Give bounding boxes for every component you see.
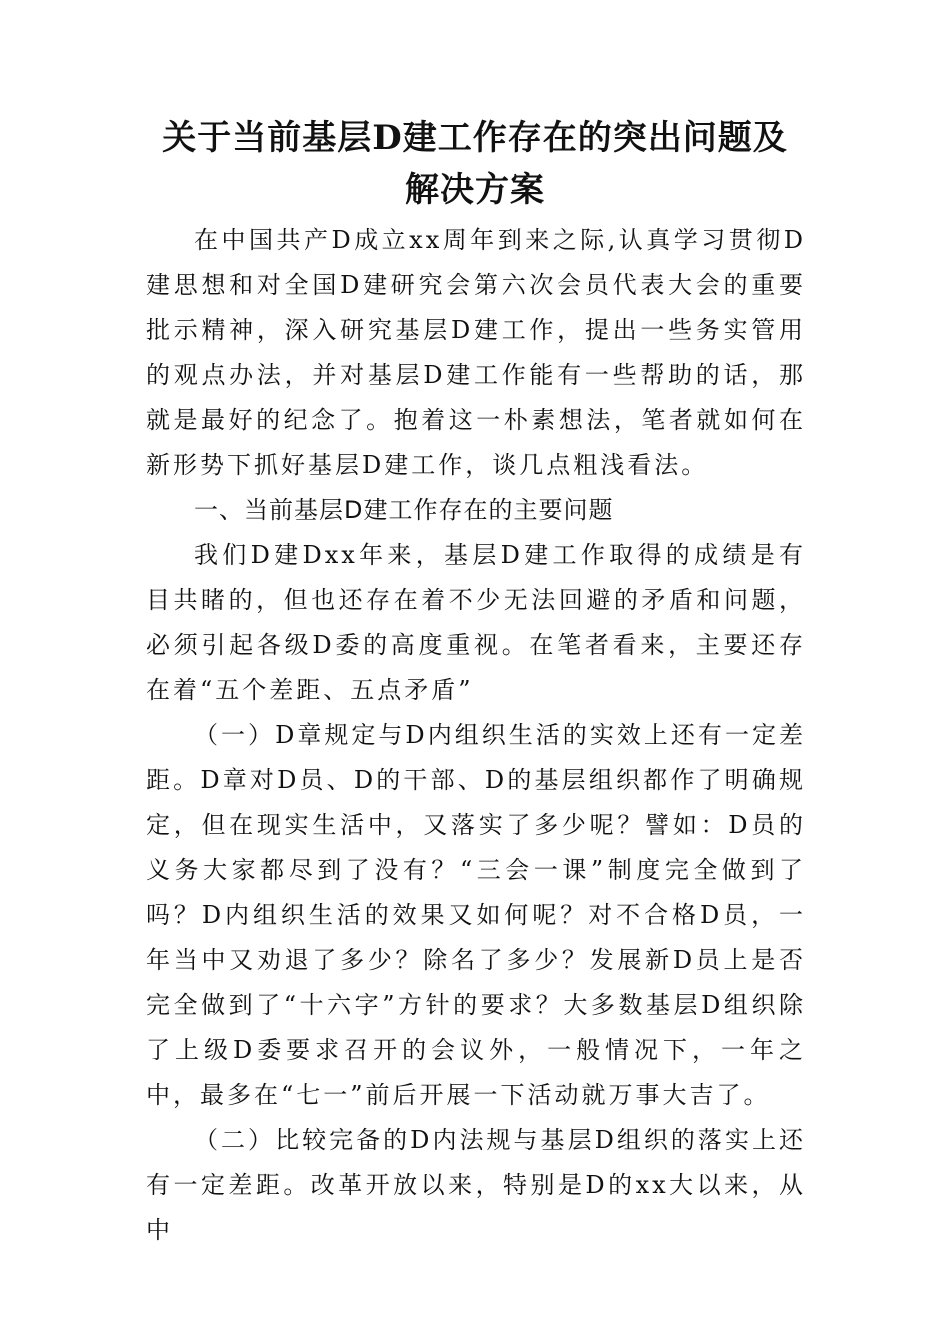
document-title [140, 112, 810, 216]
section-intro-paragraph: 我们D建Dxx年来，基层D建工作取得的成绩是有目共睹的，但也还存在着不少无法回避的矛盾和问题，必须引起各级D委的高度重视。在笔者看来，主要还存在着“五个差距、五点矛盾” [146, 541, 806, 704]
title-line-2: 解决方案 [405, 170, 545, 210]
intro-paragraph: 在中国共产D成立xx周年到来之际,认真学习贯彻D建思想和对全国D建研究会第六次会员代表大会的重要批示精神，深入研究基层D建工作，提出一些务实管用的观点办法，并对基层D建工作能有一些帮助的话，那就是最好的纪念了。抱着这一朴素想法，笔者就如何在新形势下抓好基层D建工作，谈几点粗浅看法。 [146, 226, 806, 479]
title-line-1: 关于当前基层D建工作存在的突出问题及 [162, 118, 788, 158]
document-body [146, 218, 806, 1253]
subsection-2-paragraph: （二）比较完备的D内法规与基层D组织的落实上还有一定差距。改革开放以来，特别是D的xx大以来，从中 [146, 1126, 806, 1244]
subsection-1-paragraph: （一）D章规定与D内组织生活的实效上还有一定差距。D章对D员、D的干部、D的基层组织都作了明确规定，但在现实生活中，又落实了多少呢？譬如：D员的义务大家都尽到了没有？“三会一课”制度完全做到了吗？D内组织生活的效果又如何呢？对不合格D员，一年当中又劝退了多少？除名了多少？发展新D员上是否完全做到了“十六字”方针的要求？大多数基层D组织除了上级D委要求召开的会议外，一般情况下，一年之中，最多在“七一”前后开展一下活动就万事大吉了。 [146, 721, 806, 1109]
section-heading: 一、当前基层D建工作存在的主要问题 [194, 496, 614, 524]
